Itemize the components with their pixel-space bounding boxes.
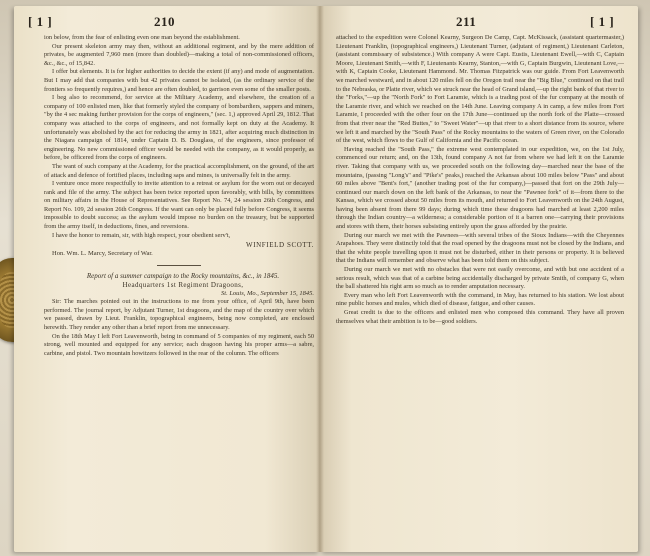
section-divider — [157, 265, 201, 266]
closing-line: I have the honor to remain, sir, with high respect, your obedient serv't, — [52, 231, 231, 239]
right-body — [336, 34, 624, 326]
left-page — [14, 6, 320, 552]
right-page — [320, 6, 638, 552]
addressee: Hon. Wm. L. Marcy, Secretary of War. — [52, 249, 153, 257]
paragraph: Every man who left Fort Leavenworth with the command, in May, has returned to his station. We lost about nine public horses and mules, which died of disease, fatigue, and other causes. — [336, 291, 624, 308]
paragraph: Sir: The marches pointed out in the instructions to me from your office, of April 9th, have been performed. The journal report, by Adjutant Turner, 1st dragoons, and the map of the country over which we passed, drawn by Lieut. Franklin, topographical engineers, being now completed, are enclosed herewith. They render any other than a brief report from me unnecessary. — [44, 298, 314, 331]
paragraph: I offer but elements. It is for higher authorities to decide the extent (if any) and mode of augmentation. But I may add that companies with but 42 privates cannot be isolated, (as the ordinary service of the frontiers so frequently requires,) and hence are often doubled, to garrison even some of the smaller posts. — [44, 68, 314, 93]
signature: WINFIELD SCOTT. — [246, 241, 314, 250]
paragraph: I venture once more respectfully to invite attention to a retreat or asylum for the worn out or decayed rank and file of the army. The subject has been twice reported upon favorably, with bills, by committees on military affairs in the House of Representatives. See Report No. 74, 24 session 26th Congress, and Report No. 109, 2d session 26th Congress. If the want can only be placed fully before Congress, it seems impossible to doubt success; as the asylum would impose no burden on the treasury, but be supported from the army itself, in deductions, fines, and reversions. — [44, 180, 314, 231]
left-body — [44, 34, 314, 358]
book-gutter — [316, 6, 324, 552]
paragraph: The want of such company at the Academy, for the practical accomplishment, on the ground, of the art of attack and defence of fortified places, including saps and mines, is universally felt in the army. — [44, 162, 314, 179]
right-page-number: 211 — [456, 14, 477, 29]
headquarters-place-date: St. Louis, Mo., September 15, 1845. — [221, 289, 314, 297]
right-bracket: [ 1 ] — [590, 14, 615, 29]
paragraph: Having reached the "South Pass," the extreme west contemplated in our expedition, we, on the 1st July, commenced our return; and, on the 13th, found company A not far from where we had left it on the Laramie river. Taking that company with us, we proceeded south on the following day—marched near the base of the mountains, (passing "Long's" and "Pike's" peaks,) reached the Arkansas about 100 miles below "Pass" and about 60 miles above "Bent's fort," (another trading post of the fur company,)—passed that fort on the 29th July—continued our march down on the left bank of the Arkansas, to near the "Pawnee fork" of it—from there to the Kansas, which we crossed about 50 miles from its mouth, and returned to Fort Leavenworth on the 24th August, having been absent from there 99 days; during which time these dragoons had marched at least 2,200 miles through the Indian country—a wilderness; a considerable portion of it a barren one—carrying their provisions and stores with them, their horses subsisting entirely upon the grass afforded by the prairie. — [336, 145, 624, 231]
left-page-number: 210 — [154, 14, 175, 29]
paragraph: During our march we met with no obstacles that were not easily overcome, and with but one accident of a serious result, which was that of a carbine being accidentally discharged by private Smith, of company G, when the ball shattered his right arm so much as to render amputation necessary. — [336, 266, 624, 291]
paragraph: Our present skeleton army may then, without an additional regiment, and by the mere addition of privates, be augmented 7,960 men (more than doubled)—making a total of non-commissioned officers, &c., &c., of 15,842. — [44, 42, 314, 67]
left-bracket: [ 1 ] — [28, 14, 53, 29]
report-title: Report of a summer campaign to the Rocky mountains, &c., in 1845. — [86, 272, 280, 281]
paragraph: During our march we met with the Pawnees—with several tribes of the Sioux Indians—with the Cheyennes Arapahoes. They were distinctly told that the road opened by the dragoons must not be closed by the Indians, and that the white people travelling upon it must not be disturbed, either in their persons or property. It is believed that the Indians will remember and observe what has been told them on this subject. — [336, 231, 624, 265]
paragraph: attached to the expedition were Colonel Kearny, Surgeon De Camp, Capt. McKissack, (assistant quartermaster,) Lieutenant Franklin, (topographical engineers,) Lieutenant Turner, (adjutant of regiment,) Lieutenant Carleton, (assistant commissary of subsistence.) With company A were Capt. Eustis, Lieutenant Ewell,—with C, Captain Moore, Lieutenant Smith,—with F, Lieutenants Kearny, Stanton,—with G, Captain Burgwin, Lieutenant Love,—with K, Captain Cooke, Lieutenant Hammond. Mr. Thomas Fitzpatrick was our guide. From Fort Leavenworth we marched westward, and in about 120 miles fell on the Oregon trail near the "Big Blue," continued on that trail to the Nebraska, or Platte river, which we struck near the head of Grand island,—up the right bank of that river to the "Forks,"—up the "North Fork" to Fort Laramie, which is a trading post of the fur company at the mouth of the Laramie river, and which we reached on the 14th June. Leaving company A in camp, a few miles from Fort Laramie, I proceeded with the other four on the 17th June—continued up the north fork of the Platte—crossed from that river near the "Red Buttes," to "Sweet Water"—up that river to a short distance from its source, where we left it and marched by the "South Pass" of the Rocky mountains to the waters of Green river, on the Colorado of the west, which flows to the Gulf of California and the Pacific ocean. — [336, 34, 624, 145]
paragraph: ion below, from the fear of enlisting even one man beyond the establishment. — [44, 34, 240, 41]
paragraph: I beg also to recommend, for service at the Military Academy, and elsewhere, the creation of a company of 100 enlisted men, like that formerly styled the company of bombardiers, sappers and miners, "by the 4 sec making further provision for the corps of engineers," (sec. 1,) approved April 29, 1812. That company was attached to the corps of engineers, and not formally kept on duty at the Academy. It unfortunately was abolished by the act for reducing the army in 1821, after acquiring much distinction in the Niagara campaign of 1814, under Captain D. B. Douglass, of the engineers, since professor of engineering. No new commissioned officer would be needed with the company, as it would properly, as before, be officered from the corps of engineers. — [44, 94, 314, 162]
headquarters-heading: Headquarters 1st Regiment Dragoons, — [122, 281, 244, 290]
paragraph: Great credit is due to the officers and enlisted men who composed this command. They have all proven themselves what their ambition is to be—good soldiers. — [336, 309, 624, 325]
paragraph: On the 18th May I left Fort Leavenworth, being in command of 5 companies of my regiment, each 50 strong, well mounted and equipped for any service; each dragoon having his proper arms—a sabre, carbine, and pistol. Two mountain howitzers followed in the rear of the column. The officers — [44, 332, 314, 357]
